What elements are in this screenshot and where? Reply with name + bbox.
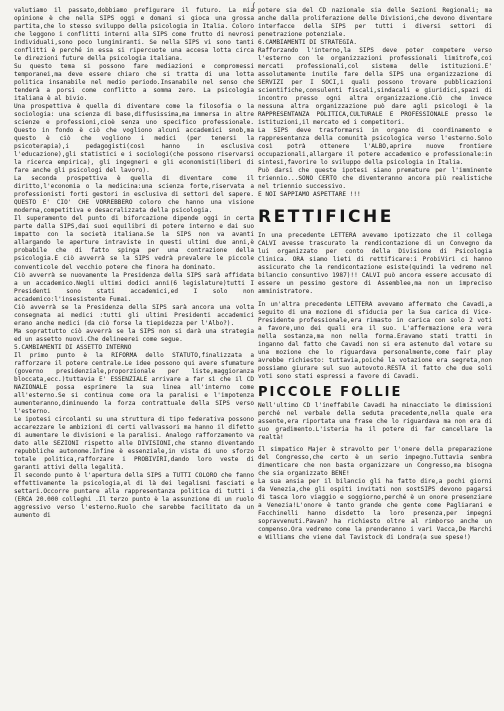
closing-line: E NOI SAPPIAMO ASPETTARE !!!: [258, 191, 361, 199]
paragraph: La SIPS deve trasformarsi in organo di coordinamento e rappresentanza della comunità psicologica verso l'esterno.Solo così potrà ottenere l'ALBO,aprire nuove frontiere occupazionali,allargare il potere accademico e professionale:in sintesi,favorire lo sviluppo della psicologia in Italia.: [258, 127, 492, 167]
paragraph: valutiamo il passato,dobbiamo prefigurare il futuro. La mia opinione è che nella SIPS oggi e domani si gioca una grossa partita,che lo stesso sviluppo della psicologia in Italia. Coloro che leggono i conflitti interni alla SIPS come frutto di nevrosi individuali,sono poco lungimiranti. Se nella SIPS vi sono tanti conflitti è perché in essa si ripercuote una accesa lotta circa le direzioni future della psicologia italiana.: [14, 7, 254, 63]
paragraph: Il simpatico Majer è stravolto per l'onere della preparazione del Congresso,che certo è un serio impegno.Tuttavia sembra dimenticare che non basta organizzare un Congresso,ma bisogna che sia organizzato BENE!: [258, 445, 492, 477]
paragraph: Il superamento del punto di biforcazione dipende oggi in certa parte dalla SIPS,dai suoi equilibri di potere interno e dai suo impatto con la società italiana.Se la SIPS non va avanti allargando le aperture intraviste in questi ultimi due anni,è probabile che di fatto spinga per una contrazione della psicologia.E ciò avverrà se la SIPS vedrà prevalere le piccole conventicole del vecchio potere che finora ha dominato.: [14, 215, 254, 271]
paragraph: Nell'ultimo CD l'ineffabile Cavadi ha minacciato le dimissioni perché nel verbale della seduta precedente,nella quale era assente,era riportata una frase che lo riguardava ma non era di suo gradimento.L'isteria ha il potere di far cancellare la realtà!: [258, 401, 492, 441]
paragraph: Una prospettiva è quella di diventare come la filosofia o la sociologia: una scienza di base,diffusissima,ma immersa in altre scienze e professioni,cioè senza uno specifico professionale. Questo in fondo è ciò che vogliono alcuni accademici snob,ma questo è ciò che vogliono i medici (per tenersi la psicoterapia),i pedagogisti(così hanno in esclusiva l'educazione),gli statistici e i sociologi(che possono riservarsi la ricerca empirica), gli ingegneri e gli economisti(liberi di fare anche gli psicologi del lavoro).: [14, 103, 254, 175]
paragraph: Ciò avverrà se nuovamente la Presidenza della SIPS sarà affidata a un accademico.Negli ultimi dodici anni(6 legislature)tutti I Presidenti sono stati accademici,ed I solo non accademico:l'insesistente Fumai.: [14, 271, 254, 303]
paragraph: La seconda prospettiva è quella di diventare come il diritto,l'economia o la medicina:una scienza forte,riservata a professionisti forti gestori in esclusiva di settori del sapere. QUESTO E' CIO' CHE VORREBBERO coloro che hanno una visione moderna,competitiva e desacralizzata della psicologia.: [14, 175, 254, 215]
section-heading: 6.CAMBIAMENTI DI STRATEGIA.: [258, 39, 358, 47]
paragraph: potere sia del CD nazionale sia delle Sezioni Regionali; ma anche dalla proliferazione delle Divisioni,che devono diventare interfacce della SIPS per tutti i diversi settori di penetrazione potenziale.: [258, 7, 492, 39]
page-mark: (: [251, 2, 257, 12]
paragraph: Ciò avverrà se la Presidenza della SIPS sarà ancora una volta consegnata ai medici :tutti gli ultimi Presidenti accademici erano anche medici (da ciò forse la tiepidezza per l'Albo?).: [14, 303, 254, 327]
piccole-follie-heading: PICCOLE FOLLIE: [258, 384, 403, 400]
paragraph: Il primo punto è la RIFORMA dello STATUTO,finalizzata a rafforzare il potere centrale.Le idee possono qui avere sfumature (governo presidenziale,proporzionale per liste,maggioranza bloccata,ecc.)tuttavia E' ESSENZIALE arrivare a far sì che il CD NAZIONALE possa esprimere la sua linea all'interno come all'esterno.Se si continua come ora la paralisi e l'impotenza aumenteranno,diminuendo la forza contrattuale della SIPS verso l'esterno.: [14, 351, 254, 415]
paragraph: Le ipotesi circolanti su una struttura di tipo federativa possono accarezzare le ambizioni di certi vallvassori ma hanno il difetto di aumentare le divisioni e la paralisi. Analogo rafforzamento va dato alle SEZIONI rispetto alle DIVISIONI,che stanno diventando repubbliche autonome.Infine è essenziale,in vista di uno sforzo totale politica,rafforzare i PROBIVIRI,dando loro veste di garanti attivi della legalità.: [14, 415, 254, 471]
paragraph: In un'altra precedente LETTERA avevamo affermato che Cavadi,a seguito di una mozione di sfiducia per la Sua carica di Vice-Presidente professionale,era rimasto in carica con solo 2 voti a favore,uno dei quali era il suo. L'affermazione era vera nella sostanza,ma non nella forma.Eravamo stati tratti in inganno dal fatto che Cavadi non si era astenuto dal votare su una mozione che lo riguardava personalmente,come fair play avrebbe richiesto: tuttavia,poiché la votazione era segreta,non possiamo giurare sul suo autovoto.RESTA il fatto che due soli voti sono stati espressi a favore di Cavadi.: [258, 300, 492, 380]
section-heading: 5.CAMBIAMENTI DI ASSETTO INTERNO: [14, 343, 132, 351]
paragraph: Su questo tema si possono fare mediazioni e compromessi temporanei,ma deve essere chiaro che si tratta di una lotta politica insanabile nel medio periodo.Insanabile nel senso che tenderà a porsi come conflitto a somma zero. La psicologia italiana è al bivio.: [14, 63, 254, 103]
left-column: [14, 7, 254, 520]
paragraph: Rafforzando l'interno,la SIPS deve poter competere verso l'esterno con le organizzazioni professionali limitrofe,coi mercati professionali,col sistema delle istituzioni.E' assolutamente inutile fare della SIPS una organizzazione di SERVIZI per I SOCI,i quali possono trovare pubblicazioni scientifiche,consulenti fiscali,sindacali e giuridici,spazi di incontro presso ogni altra organizzazione.Ciò che invece nessuna altra organizzazione può dare agli psicologi è la RAPPRESENTANZA POLITICA,CULTURALE E PROFESSIONALE presso le istituzioni,il mercato ed i competitori.: [258, 47, 492, 127]
right-column: [258, 7, 492, 542]
paragraph: In una precedente LETTERA avevamo ipotizzato che il collega CALVI avesse trascurato la rendicontazione di un Convegno da lui organizzato per conto della Divisione di Psicologia Clinica. ORA siamo lieti di rettificare:i ProbiViri ci hanno assicurato che la rendicontazione esiste(quindi la vedremo nel bilancio consuntivo 1987)!! CALVI può ancora essere accusato di essere un pessimo gestore di Assemblee,ma non un impreciso amministratore.: [258, 232, 492, 296]
paragraph: Il secondo punto è l'apertura della SIPS a TUTTI COLORO che fanno effettivamente la psicologia,al di là dei legalismi fasciati e settari.Occorre puntare alla rappresentanza politica di tutti i (ERCA 20.000 colleghi .Il terzo punto è la assunzione di un ruolo aggressivo verso l'esterno.Ruolo che sarebbe facilitato da un aumento di: [14, 471, 254, 519]
rettifiche-heading: RETTIFICHE: [258, 207, 394, 228]
paragraph: Ma soprattutto ciò avverrà se la SIPS non si darà una strategia ed un assetto nuovi.Che delineerei come segue.: [14, 327, 254, 343]
paragraph: La sua ansia per il bilancio gli ha fatto dire,a pochi giorni da Venezia,che gli ospiti invitati non sostSIPS devono pagarsi di tasca loro viaggio e soggiorno,perché è un onore presenziare a Venezia!L'onore è tanto grande che gente come Pagliarani e Facchinelli hanno disdetto la loro presenza,per impegni sopravvenuti.Pavan? ha richiesto oltre al rimborso anche un compenso.Ora vedremo come la prenderanno i vari Vacca,De Marchi e Williams che viene dal Tavistock di Londra(a sue spese!): [258, 477, 492, 541]
paragraph: Può darsi che queste ipotesi siano premature per l'imminente triennio...SONO CERTO che diventeranno ancora più realistiche nel triennio successivo.: [258, 167, 492, 191]
